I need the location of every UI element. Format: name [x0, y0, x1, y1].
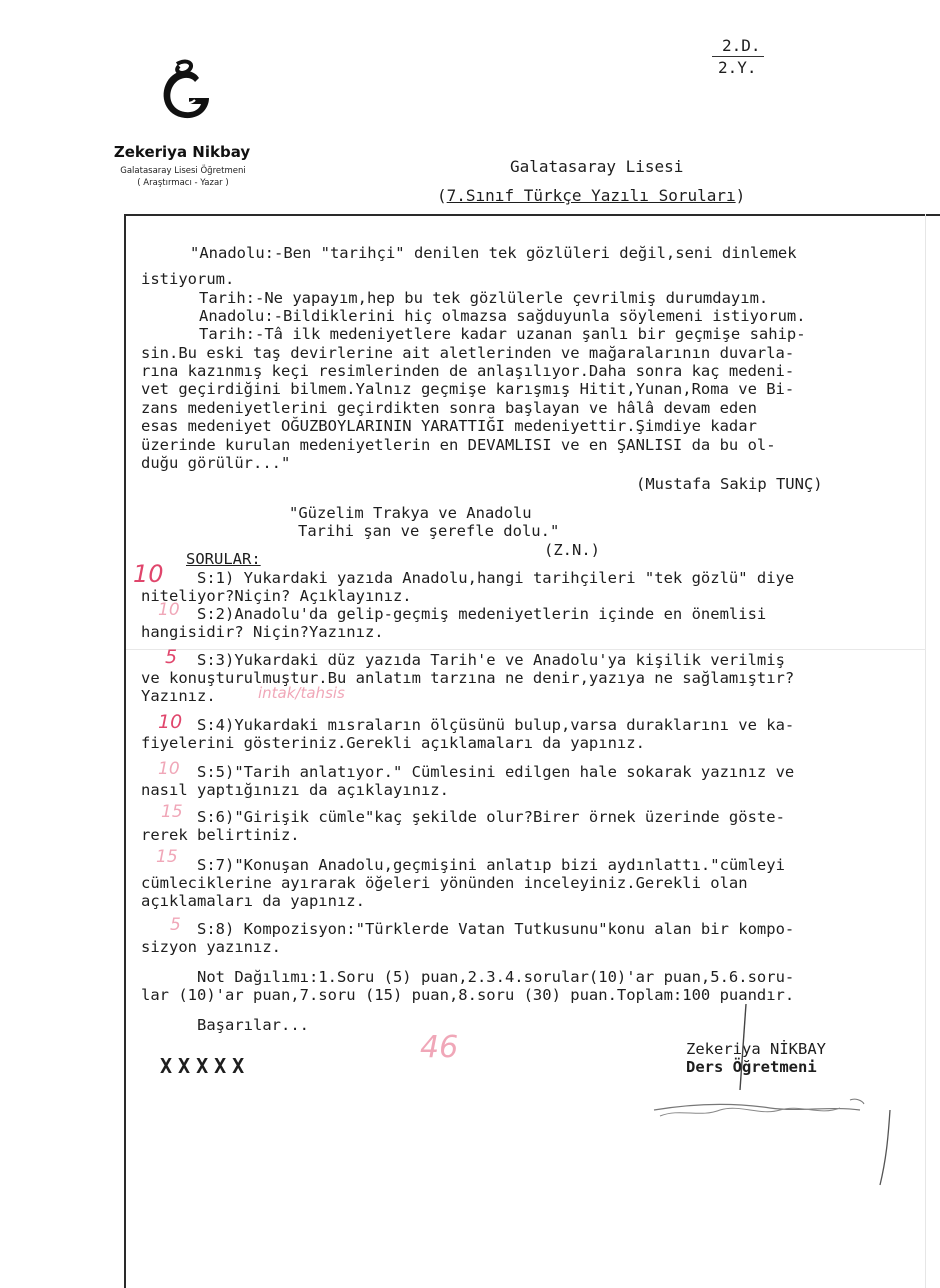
frame-top-rule: [124, 214, 940, 216]
school-title: Galatasaray Lisesi: [510, 157, 684, 176]
signer-title: Ders Öğretmeni: [686, 1058, 817, 1076]
question-line: S:5)"Tarih anlatıyor." Cümlesini edilgen hale sokarak yazınız ve: [197, 763, 795, 781]
question-line: sizyon yazınız.: [141, 938, 281, 956]
question-line: cümleciklerine ayırarak öğeleri yönünden inceleyiniz.Gerekli olan: [141, 874, 748, 892]
question-line: S:4)Yukardaki mısraların ölçüsünü bulup,varsa duraklarını ve ka-: [197, 716, 795, 734]
handwritten-note-q3: intak/tahsis: [258, 684, 345, 702]
paper-fold-line: [126, 649, 926, 650]
question-line: S:6)"Girişik cümle"kaç şekilde olur?Birer örnek üzerinde göste-: [197, 808, 785, 826]
quote-line: istiyorum.: [141, 270, 235, 288]
signer-name: Zekeriya NİKBAY: [686, 1040, 826, 1058]
score-mark-q7: 15: [156, 847, 178, 867]
grading-line: lar (10)'ar puan,7.soru (15) puan,8.soru (30) puan.Toplam:100 puandır.: [141, 986, 795, 1004]
question-line: hangisidir? Niçin?Yazınız.: [141, 623, 384, 641]
score-mark-q4: 10: [158, 711, 183, 733]
poem-line-2: Tarihi şan ve şerefle dolu.": [298, 522, 560, 540]
doc-code-top: 2.D.: [722, 36, 761, 55]
quote-line: üzerinde kurulan medeniyetlerin en DEVAMLISI ve en ŞANLISI da bu ol-: [141, 436, 776, 454]
quote-author: (Mustafa Sakip TUNÇ): [636, 475, 823, 493]
quote-line: "Anadolu:-Ben "tarihçi" denilen tek gözlüleri değil,seni dinlemek: [190, 244, 797, 262]
author-position: Galatasaray Lisesi Öğretmeni: [120, 166, 246, 176]
quote-line: zans medeniyetlerini geçirdikten sonra başlayan ve hâlâ devam eden: [141, 399, 757, 417]
quote-line: esas medeniyet OĞUZBOYLARININ YARATTIĞI medeniyettir.Şimdiye kadar: [141, 417, 757, 435]
doc-code-bottom: 2.Y.: [718, 58, 757, 77]
quote-line: Tarih:-Tâ ilk medeniyetlere kadar uzanan şanlı bir geçmişe sahip-: [199, 325, 806, 343]
question-line: açıklamaları da yapınız.: [141, 892, 365, 910]
score-mark-q1: 10: [133, 560, 164, 588]
quote-line: rına kazınmış keçi resimlerinden de anlaşılıyor.Daha sonra kaç medeni-: [141, 362, 795, 380]
score-mark-q2: 10: [158, 600, 180, 620]
question-line: S:3)Yukardaki düz yazıda Tarih'e ve Anadolu'ya kişilik verilmiş: [197, 651, 785, 669]
question-line: fiyelerini gösteriniz.Gerekli açıklamaları da yapınız.: [141, 734, 645, 752]
poem-line-1: "Güzelim Trakya ve Anadolu: [289, 504, 532, 522]
frame-left-rule: [124, 214, 126, 1288]
total-score-mark: 46: [420, 1030, 459, 1065]
score-mark-q6: 15: [161, 802, 183, 822]
crossed-out-marks: XXXXX: [160, 1054, 251, 1078]
quote-line: duğu görülür...": [141, 454, 291, 472]
quote-line: Anadolu:-Bildiklerini hiç olmazsa sağduyunla söylemeni istiyorum.: [199, 307, 806, 325]
frame-right-edge: [925, 214, 926, 1288]
questions-heading: SORULAR:: [186, 550, 261, 568]
question-line: nasıl yaptığınızı da açıklayınız.: [141, 781, 449, 799]
question-line: Yazınız.: [141, 687, 216, 705]
doc-code-divider: [712, 56, 764, 57]
quote-line: vet geçirdiğini bilmem.Yalnız geçmişe karışmış Hitit,Yunan,Roma ve Bi-: [141, 380, 795, 398]
poem-author: (Z.N.): [544, 541, 600, 559]
author-role: ( Araştırmacı - Yazar ): [137, 178, 229, 188]
school-logo: [155, 58, 215, 124]
exam-subtitle: (7.Sınıf Türkçe Yazılı Soruları): [437, 186, 746, 205]
question-line: rerek belirtiniz.: [141, 826, 300, 844]
closing-text: Başarılar...: [197, 1016, 309, 1034]
score-mark-q5: 10: [158, 759, 180, 779]
handwritten-signature: [650, 1000, 910, 1190]
question-line: niteliyor?Niçin? Açıklayınız.: [141, 587, 412, 605]
score-mark-q3: 5: [165, 646, 178, 668]
question-line: S:8) Kompozisyon:"Türklerde Vatan Tutkusunu"konu alan bir kompo-: [197, 920, 795, 938]
question-line: S:7)"Konuşan Anadolu,geçmişini anlatıp bizi aydınlattı."cümleyi: [197, 856, 785, 874]
author-name: Zekeriya Nikbay: [113, 143, 251, 161]
quote-line: Tarih:-Ne yapayım,hep bu tek gözlülerle çevrilmiş durumdayım.: [199, 289, 769, 307]
question-line: ve konuşturulmuştur.Bu anlatım tarzına ne denir,yazıya ne sağlamıştır?: [141, 669, 795, 687]
question-line: S:1) Yukardaki yazıda Anadolu,hangi tarihçileri "tek gözlü" diye: [197, 569, 795, 587]
score-mark-q8: 5: [170, 915, 181, 935]
question-line: S:2)Anadolu'da gelip-geçmiş medeniyetlerin içinde en önemlisi: [197, 605, 767, 623]
grading-line: Not Dağılımı:1.Soru (5) puan,2.3.4.sorular(10)'ar puan,5.6.soru-: [197, 968, 795, 986]
quote-line: sin.Bu eski taş devirlerine ait aletlerinden ve mağaralarının duvarla-: [141, 344, 795, 362]
